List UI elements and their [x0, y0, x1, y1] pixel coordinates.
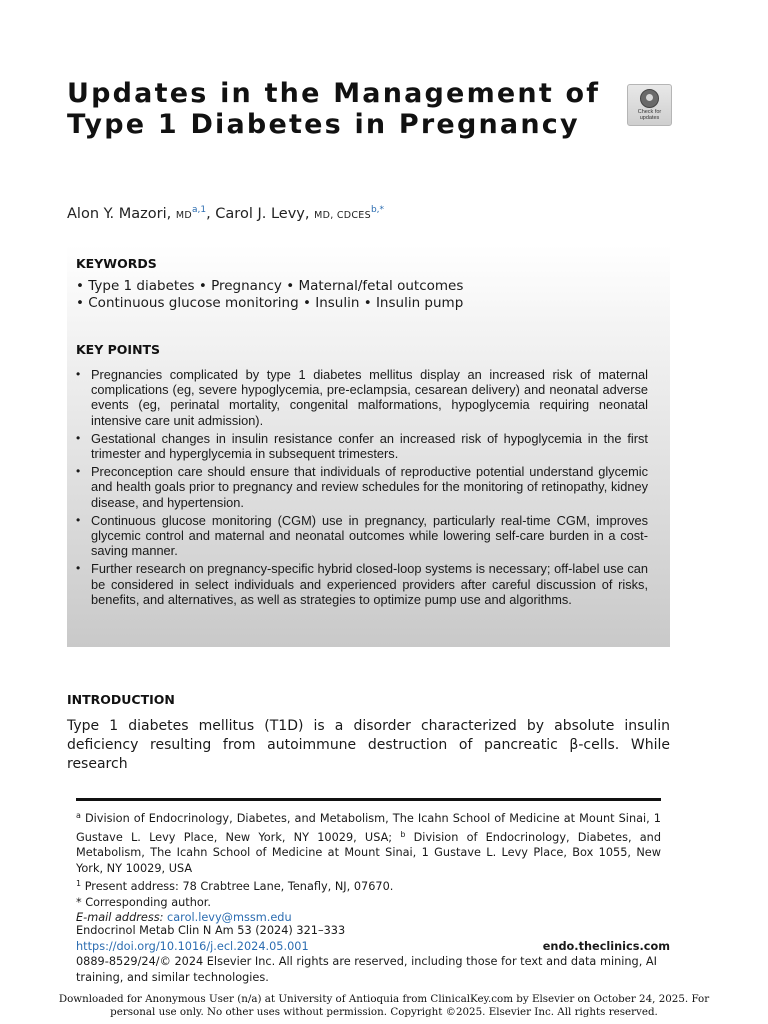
- key-point-text: Further research on pregnancy-specific hybrid closed-loop systems is necessary; off-label use can be considered in select individuals and experienced providers after careful discussion of risks, benefits, and alternatives, as well as strategies to optimize pump use and algorithms.: [91, 561, 648, 607]
- bullet-icon: •: [76, 512, 81, 527]
- affiliation-a: Division of Endocrinology, Diabetes, and Metabolism, The Icahn School of Medicine at Mount Sinai, 1 Gustave L. Levy Place, New York, NY 10029, USA;: [76, 812, 661, 844]
- email-label: E-mail address:: [76, 911, 168, 924]
- summary-box: [67, 245, 670, 647]
- doi-link[interactable]: https://doi.org/10.1016/j.ecl.2024.05.001: [76, 939, 309, 953]
- badge-line-1: Check for: [637, 109, 662, 115]
- present-address: [76, 876, 661, 895]
- key-points-heading: KEY POINTS: [76, 342, 161, 357]
- badge-line-2: updates: [639, 115, 660, 121]
- bullet-icon: •: [76, 464, 81, 479]
- key-point-item: [76, 367, 648, 428]
- author-degree: MD, CDCES: [314, 210, 371, 221]
- footnote-mark: 1: [76, 879, 82, 888]
- key-point-text: Continuous glucose monitoring (CGM) use in pregnancy, particularly real-time CGM, improves glycemic control and maternal and neonatal outcomes while lowering self-care burden in a cost-saving manner.: [91, 512, 648, 559]
- present-address-text: Present address: 78 Crabtree Lane, Tenafly, NJ, 07670.: [84, 880, 394, 893]
- keywords-line: • Type 1 diabetes • Pregnancy • Maternal/fetal outcomes: [76, 278, 464, 294]
- footnotes: [76, 808, 661, 926]
- check-for-updates-badge[interactable]: [627, 84, 672, 126]
- key-point-item: [76, 464, 648, 510]
- bullet-icon: •: [76, 367, 81, 381]
- article-title: Updates in the Management of Type 1 Diabetes in Pregnancy: [67, 78, 601, 140]
- author-affiliation-marks[interactable]: a,1: [191, 205, 207, 215]
- journal-info: [76, 923, 670, 985]
- affiliation-b: Division of Endocrinology, Diabetes, and Metabolism, The Icahn School of Medicine at Mount Sinai, 1 Gustave L. Levy Place, Box 1055, New York, NY 10029, USA: [76, 830, 661, 875]
- affiliations: [76, 808, 661, 876]
- introduction-heading: INTRODUCTION: [67, 692, 175, 707]
- key-point-text: Gestational changes in insulin resistance confer an increased risk of hypoglycemia in the first trimester and hyperglycemia in subsequent trimesters.: [91, 430, 648, 462]
- key-point-text: Pregnancies complicated by type 1 diabetes mellitus display an increased risk of maternal complications (eg, severe hypoglycemia, pre-eclampsia, cesarean delivery) and neonatal adverse events (eg, perinatal mortality, congenital malformations, hypoglycemia requiring neonatal intensive care unit admission).: [91, 367, 648, 428]
- introduction-paragraph: Type 1 diabetes mellitus (T1D) is a disorder characterized by absolute insulin deficiency resulting from autoimmune destruction of pancreatic β-cells. While research: [67, 718, 670, 772]
- author-name: Carol J. Levy,: [215, 206, 315, 222]
- keywords-line: • Continuous glucose monitoring • Insulin • Insulin pump: [76, 295, 464, 311]
- check-for-updates-label: [628, 109, 671, 121]
- email-link[interactable]: carol.levy@mssm.edu: [167, 911, 292, 924]
- keywords-heading: KEYWORDS: [76, 256, 157, 271]
- key-point-item: [76, 431, 648, 461]
- bullet-icon: •: [76, 430, 81, 445]
- key-point-item: [76, 561, 648, 607]
- author-separator: ,: [206, 206, 216, 222]
- download-notice: Downloaded for Anonymous User (n/a) at University of Antioquia from ClinicalKey.com by Elsevier on October 24, 2025. For personal use only. No other uses without permission. Copyright ©2025. Elsevier Inc. All rights reserved.: [58, 993, 710, 1018]
- affiliation-mark: b: [400, 829, 406, 839]
- key-point-text: Preconception care should ensure that individuals of reproductive potential understand glycemic and health goals prior to pregnancy and review schedules for the monitoring of retinopathy, kidney disease, and hypertension.: [91, 464, 648, 510]
- author-list: [67, 205, 384, 222]
- bullet-icon: •: [76, 561, 81, 576]
- key-point-item: [76, 513, 648, 559]
- doi-row: [76, 939, 670, 955]
- journal-site[interactable]: endo.theclinics.com: [542, 939, 670, 953]
- author-degree: MD: [175, 210, 192, 221]
- journal-citation: Endocrinol Metab Clin N Am 53 (2024) 321–333: [76, 924, 346, 937]
- corresponding-author: * Corresponding author.: [76, 895, 211, 909]
- footnote-divider: [76, 798, 661, 801]
- affiliation-mark: a: [76, 811, 81, 820]
- citation-row: [76, 923, 670, 939]
- check-for-updates-icon: [640, 89, 659, 108]
- copyright-notice: 0889-8529/24/© 2024 Elsevier Inc. All rights are reserved, including those for text and data mining, AI training, and similar technologies.: [76, 955, 657, 984]
- key-points-list: [76, 367, 648, 610]
- author-affiliation-marks[interactable]: b,*: [370, 205, 385, 215]
- author-name: Alon Y. Mazori,: [67, 206, 176, 222]
